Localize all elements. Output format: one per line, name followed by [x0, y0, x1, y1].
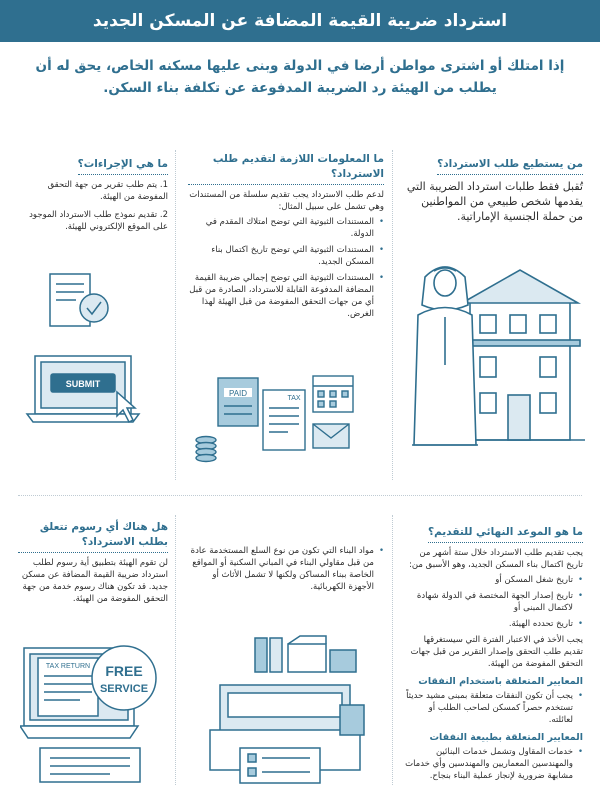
- materials-item: • مواد البناء التي تكون من نوع السلع المستخدمة عادة من قبل مقاولي البناء في المباني السكنية أو المواقع الخاصة ببناء المساكن ولكنها لا تشمل الأثاث أو الأجهزة الكهربائية.: [188, 545, 384, 593]
- nature-criteria-item: • خدمات المقاول وتشمل خدمات البنائين والمهندسين المعماريين والمهندسين وأي خدمات مشابهة ضرورية لإنجاز عملية البناء بنجاح.: [405, 746, 583, 782]
- divider-left-top: [175, 150, 176, 480]
- fees-section: [18, 520, 168, 608]
- tax-label: TAX: [287, 395, 301, 402]
- procedures-list: [18, 179, 168, 233]
- intro-line-2: يطلب من الهيئة رد الضريبة المدفوعة عن تكلفة بناء السكن.: [103, 80, 497, 96]
- documents-section: [188, 152, 384, 324]
- citizen-house-illustration: [400, 245, 590, 455]
- divider-left-bottom: [175, 515, 176, 785]
- paid-label: PAID: [228, 389, 248, 398]
- free-label: FREE: [105, 663, 143, 679]
- checklist-icon: [40, 268, 120, 338]
- laptop-submit-illustration: [25, 350, 165, 430]
- house-icon: [460, 270, 585, 440]
- documents-body: لدعم طلب الاسترداد يجب تقديم سلسلة من المستندات وهي تشمل على سبيل المثال:: [189, 190, 384, 212]
- documents-list: [188, 216, 384, 320]
- procedures-item: 2. تقديم نموذج طلب الاسترداد الموجود على الموقع الإلكتروني للهيئة.: [29, 210, 168, 232]
- usage-criteria-list: [405, 690, 583, 726]
- deadline-note: يجب الأخذ في الاعتبار الفترة التي سيستغرقها تقديم طلب التحقق وإصدار التقرير من قبل جهات التحقق المفوضة من الهيئة.: [410, 635, 583, 669]
- documents-item: • المستندات الثبوتية التي توضح امتلاك المقدم في الدولة.: [188, 216, 384, 240]
- deadline-list: [405, 574, 583, 630]
- procedures-item: 1. يتم طلب تقرير من جهة التحقق المفوضة من الهيئة.: [47, 180, 168, 202]
- deadline-item: • تاريخ تحدده الهيئة.: [405, 618, 583, 630]
- materials-list: [188, 545, 384, 593]
- eligibility-section: [405, 152, 583, 228]
- divider-right-top: [392, 150, 393, 480]
- service-label: SERVICE: [99, 683, 149, 695]
- deadline-item: • تاريخ شغل المسكن أو: [405, 574, 583, 586]
- free-service-illustration: [20, 640, 170, 790]
- page-title: استرداد ضريبة القيمة المضافة عن المسكن الجديد: [92, 11, 508, 31]
- eligibility-body: تُقبل فقط طلبات استرداد الضريبة التي يقدمها شخص طبيعي من المواطنين من حملة الجنسية الإماراتية.: [406, 180, 583, 223]
- office-illustration: [200, 630, 380, 790]
- procedures-title: ما هي الإجراءات؟: [78, 157, 168, 175]
- divider-right-bottom: [392, 515, 393, 785]
- citizen-icon: [412, 267, 478, 445]
- nature-criteria-title: المعايير المتعلقة بطبيعة النفقات: [429, 732, 583, 743]
- intro-line-1: إذا امتلك أو اشترى مواطن أرضا في الدولة وبنى عليها مسكنه الخاص، يحق له أن: [35, 58, 565, 74]
- tax-return-label: TAX RETURN: [45, 663, 91, 670]
- page-header: [0, 0, 600, 42]
- deadline-title: ما هو الموعد النهائي للتقديم؟: [428, 525, 583, 543]
- deadline-section: [405, 520, 583, 786]
- fees-title: هل هناك أي رسوم تتعلق بطلب الاسترداد؟: [18, 520, 168, 553]
- documents-item: • المستندات الثبوتية التي توضح تاريخ اكتمال بناء المسكن الجديد.: [188, 244, 384, 268]
- intro-text: [20, 55, 580, 115]
- deadline-body: يجب تقديم طلب الاسترداد خلال ستة أشهر من تاريخ اكتمال بناء المسكن الجديد، وهو الأسبق من:: [409, 548, 583, 570]
- documents-illustration: [188, 368, 388, 473]
- deadline-item: • تاريخ إصدار الجهة المختصة في الدولة شهادة لاكتمال المبنى أو: [405, 590, 583, 614]
- usage-criteria-item: • يجب أن تكون النفقات متعلقة بمبنى مشيد حديثاً تستخدم حصراً كمسكن لصاحب الطلب أو لعائلته.: [405, 690, 583, 726]
- eligibility-title: من يستطيع طلب الاسترداد؟: [437, 157, 583, 175]
- documents-item: • المستندات الثبوتية التي توضح إجمالي ضريبة القيمة المضافة المدفوعة القابلة للاسترداد، الصادرة من قبل أي من جهات التحقق المفوضة من قبل الهيئة لهذا الغرض.: [188, 272, 384, 320]
- materials-section: [188, 545, 384, 597]
- usage-criteria-title: المعايير المتعلقة باستخدام النفقات: [418, 676, 583, 687]
- divider-horizontal: [18, 495, 582, 496]
- procedures-section: [18, 152, 168, 239]
- fees-body: لن تقوم الهيئة بتطبيق أية رسوم لطلب استرداد ضريبة القيمة المضافة عن مسكن جديد. قد تكون هناك رسوم خدمة من جهة التحقق المفوضة من الهيئة.: [21, 558, 168, 604]
- submit-button-label: SUBMIT: [65, 379, 101, 389]
- documents-title: ما المعلومات اللازمة لتقديم طلب الاسترداد؟: [188, 152, 384, 185]
- nature-criteria-list: [405, 746, 583, 782]
